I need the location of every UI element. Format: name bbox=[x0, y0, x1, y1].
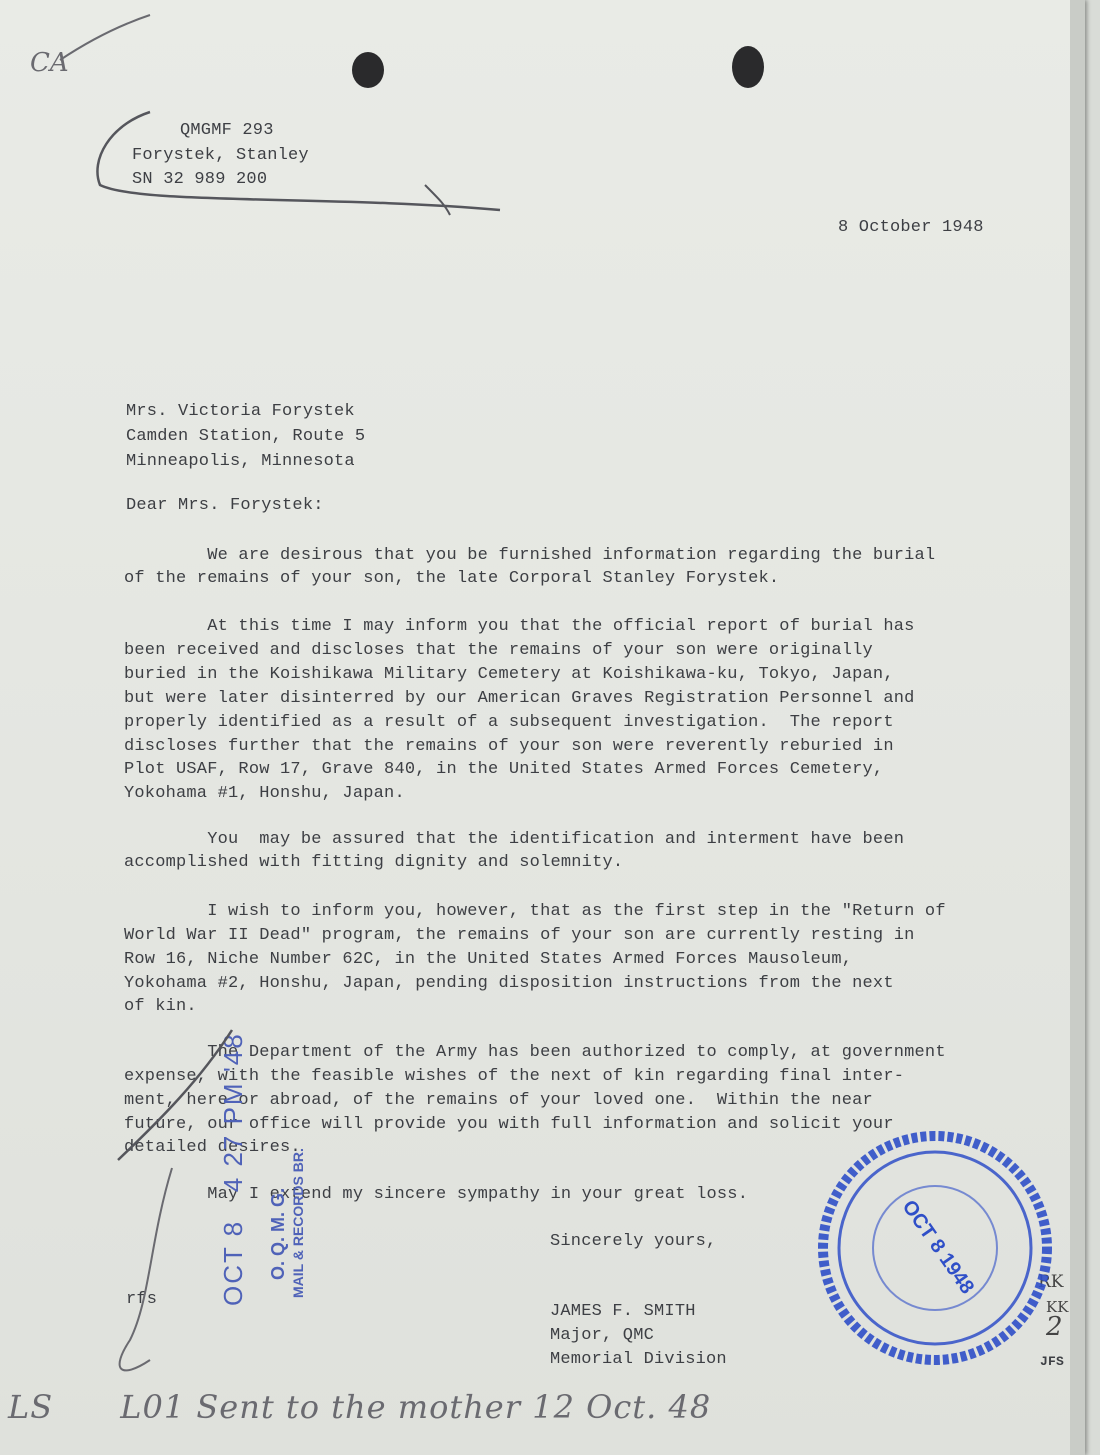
closing: Sincerely yours, bbox=[550, 1232, 717, 1251]
header-serial: SN 32 989 200 bbox=[132, 170, 268, 189]
signature-division: Memorial Division bbox=[550, 1350, 727, 1369]
recipient-name: Mrs. Victoria Forystek bbox=[126, 402, 355, 421]
signature-rank: Major, QMC bbox=[550, 1326, 655, 1345]
body-line: of the remains of your son, the late Corporal Stanley Forystek. bbox=[124, 569, 780, 588]
header-name: Forystek, Stanley bbox=[132, 146, 309, 165]
body-line: You may be assured that the identification and interment have been bbox=[124, 830, 905, 849]
received-stamp-office: O. Q. M. G. bbox=[268, 1187, 288, 1280]
body-line: World War II Dead" program, the remains of your son are currently resting in bbox=[124, 926, 915, 945]
body-line: May I extend my sincere sympathy in your great loss. bbox=[124, 1185, 749, 1204]
body-line: detailed desires. bbox=[124, 1138, 301, 1157]
signature-name: JAMES F. SMITH bbox=[550, 1302, 696, 1321]
body-line: Plot USAF, Row 17, Grave 840, in the United States Armed Forces Cemetery, bbox=[124, 760, 884, 779]
letter-date: 8 October 1948 bbox=[838, 218, 984, 237]
received-stamp-date: OCT 8 4 27 PM '48 bbox=[218, 1032, 248, 1306]
body-line: been received and discloses that the remains of your son were originally bbox=[124, 641, 873, 660]
body-line: The Department of the Army has been authorized to comply, at government bbox=[124, 1043, 946, 1062]
body-line: properly identified as a result of a subsequent investigation. The report bbox=[124, 713, 894, 732]
recipient-street: Camden Station, Route 5 bbox=[126, 427, 366, 446]
body-line: buried in the Koishikawa Military Cemetery at Koishikawa-ku, Tokyo, Japan, bbox=[124, 665, 894, 684]
body-line: of kin. bbox=[124, 997, 197, 1016]
corner-initials: CA bbox=[30, 48, 69, 78]
round-seal-date: OCT 8 1948 bbox=[897, 1196, 979, 1299]
salutation: Dear Mrs. Forystek: bbox=[126, 496, 324, 515]
margin-initial: KK bbox=[1046, 1298, 1069, 1316]
margin-initial: RK bbox=[1038, 1272, 1064, 1292]
received-stamp-section: MAIL & RECORDS BR. bbox=[290, 1148, 306, 1298]
handwritten-note: LS L01 Sent to the mother 12 Oct. 48 bbox=[8, 1388, 712, 1426]
body-line: discloses further that the remains of your son were reverently reburied in bbox=[124, 737, 894, 756]
body-line: Yokohama #2, Honshu, Japan, pending disposition instructions from the next bbox=[124, 974, 894, 993]
body-line: ment, here or abroad, of the remains of your loved one. Within the near bbox=[124, 1091, 873, 1110]
file-reference: QMGMF 293 bbox=[180, 121, 274, 140]
body-line: expense, with the feasible wishes of the next of kin regarding final inter- bbox=[124, 1067, 905, 1086]
body-line: future, our office will provide you with full information and solicit your bbox=[124, 1115, 894, 1134]
typist-initials: rfs bbox=[126, 1290, 158, 1309]
body-line: I wish to inform you, however, that as the first step in the "Return of bbox=[124, 902, 946, 921]
body-line: but were later disinterred by our American Graves Registration Personnel and bbox=[124, 689, 915, 708]
body-line: Row 16, Niche Number 62C, in the United States Armed Forces Mausoleum, bbox=[124, 950, 853, 969]
body-line: We are desirous that you be furnished information regarding the burial bbox=[124, 546, 936, 565]
margin-initial: 2 bbox=[1046, 1312, 1063, 1342]
body-line: At this time I may inform you that the official report of burial has bbox=[124, 617, 915, 636]
recipient-city: Minneapolis, Minnesota bbox=[126, 452, 355, 471]
margin-initial: JFS bbox=[1040, 1354, 1065, 1369]
body-line: accomplished with fitting dignity and solemnity. bbox=[124, 853, 624, 872]
body-line: Yokohama #1, Honshu, Japan. bbox=[124, 784, 405, 803]
